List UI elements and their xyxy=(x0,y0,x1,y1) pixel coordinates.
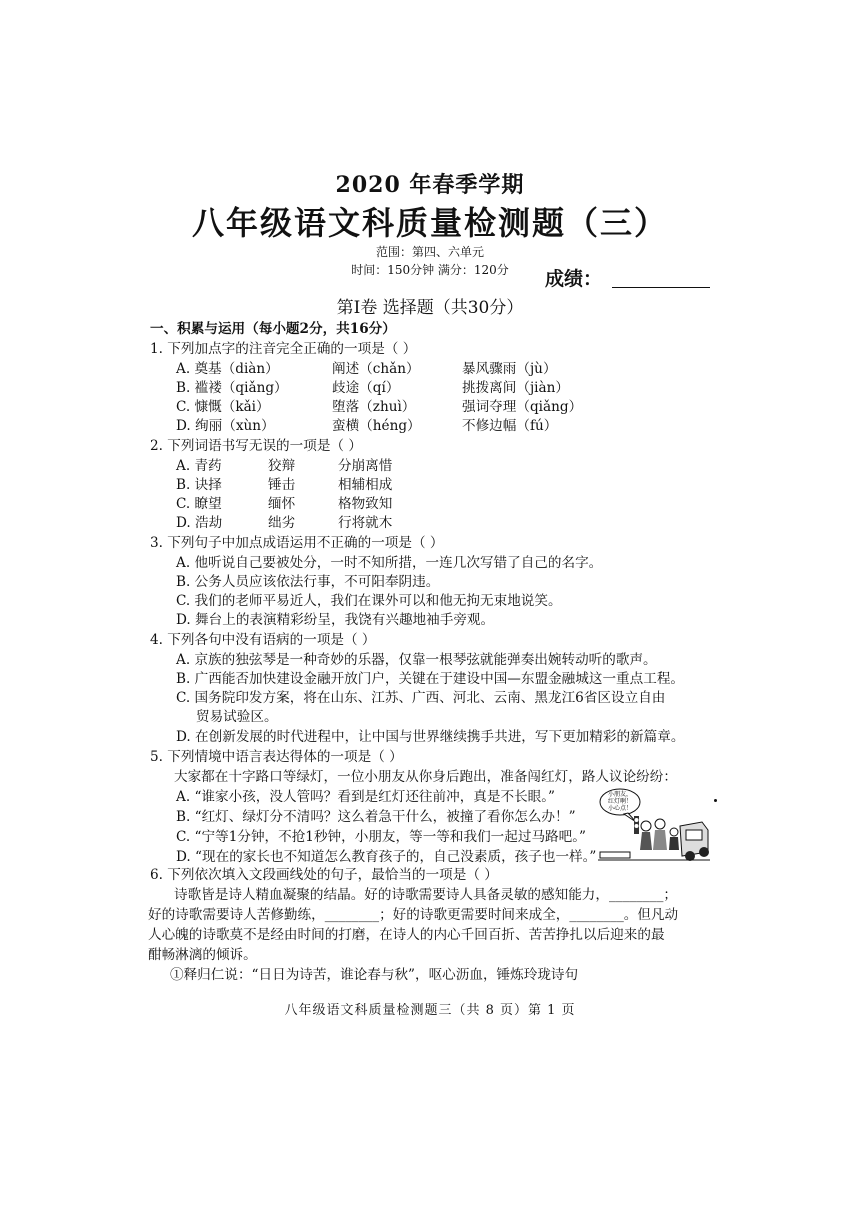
exam-range: 范围：第四、六单元 xyxy=(375,245,484,259)
q1-option: 挑拨离间（jiàn） xyxy=(462,380,569,396)
q4-option: B. 广西能否加快建设金融开放门户，关键在于建设中国—东盟金融城这一重点工程。 xyxy=(176,671,685,687)
q2-option: 狡辩 xyxy=(268,458,296,474)
q1-option: D. 绚丽（xùn） xyxy=(176,418,275,434)
q4-option: D. 在创新发展的时代进程中，让中国与世界继续携手共进，写下更加精彩的新篇章。 xyxy=(176,729,685,745)
q6-passage-line: 酣畅淋漓的倾诉。 xyxy=(148,947,257,963)
q1-option: 蛮横（héng） xyxy=(332,418,421,434)
q1-option: 堕落（zhuì） xyxy=(332,399,416,415)
score-field xyxy=(545,264,710,291)
q6-item: ①释归仁说：“日日为诗苦，谁论春与秋”，呕心沥血，锤炼玲珑诗句 xyxy=(170,967,579,983)
q3-option: A. 他听说自己要被处分，一时不知所措，一连几次写错了自己的名字。 xyxy=(176,555,603,571)
svg-text:红灯啊！: 红灯啊！ xyxy=(607,798,633,805)
q3-option: D. 舞台上的表演精彩纷呈，我饶有兴趣地袖手旁观。 xyxy=(176,612,495,628)
q5-context: 大家都在十字路口等绿灯，一位小朋友从你身后跑出，准备闯红灯，路人议论纷纷： xyxy=(174,769,677,785)
q5-option: A. “谁家小孩，没人管吗？看到是红灯还往前冲，真是不长眼。” xyxy=(176,789,555,805)
exam-main-title: 八年级语文科质量检测题（三） xyxy=(191,204,668,242)
q2-stem: 2. 下列词语书写无误的一项是（ ） xyxy=(150,438,362,454)
q2-option: 分崩离惜 xyxy=(338,458,393,474)
q1-option: A. 奠基（diàn） xyxy=(176,361,279,377)
score-blank-line xyxy=(612,273,710,288)
q2-option: 相辅相成 xyxy=(338,477,393,493)
q2-option: 缅怀 xyxy=(268,496,296,512)
q4-stem: 4. 下列各句中没有语病的一项是（ ） xyxy=(150,632,376,648)
q5-option: C. “宁等1分钟，不抢1秒钟，小朋友，等一等和我们一起过马路吧。” xyxy=(176,829,586,845)
page-footer: 八年级语文科质量检测题三（共 8 页）第 1 页 xyxy=(284,1003,576,1018)
q1-option: C. 慷慨（kǎi） xyxy=(176,399,270,415)
q2-option: 行将就木 xyxy=(338,515,393,531)
exam-term-title: 2020 年春季学期 xyxy=(335,172,525,198)
q1-option: 强词夺理（qiǎng） xyxy=(462,399,583,415)
q1-stem: 1. 下列加点字的注音完全正确的一项是（ ） xyxy=(150,341,417,357)
q6-passage-line: 人心魄的诗歌莫不是经由时间的打磨，在诗人的内心千回百折、苦苦挣扎以后迎来的最 xyxy=(148,927,665,943)
q1-option: 不修边幅（fú） xyxy=(462,418,558,434)
q1-option: 阐述（chǎn） xyxy=(332,361,420,377)
q2-option: B. 诀择 xyxy=(176,477,222,493)
q5-stem: 5. 下列情境中语言表达得体的一项是（ ） xyxy=(150,749,403,765)
q6-passage-line: 好的诗歌需要诗人苦修勤练，________；好的诗歌更需要时间来成全，________。但凡动 xyxy=(148,907,679,923)
q2-option: 格物致知 xyxy=(338,496,393,512)
q2-option: 绌劣 xyxy=(268,515,296,531)
svg-text:小心点！: 小心点！ xyxy=(607,805,633,812)
exam-time-score: 时间：150分钟 满分：120分 xyxy=(351,263,509,277)
traffic-cartoon-illustration xyxy=(598,786,710,866)
scan-speck xyxy=(714,799,717,802)
q2-option: A. 青药 xyxy=(176,458,222,474)
q1-option: 暴风骤雨（jù） xyxy=(462,361,557,377)
q6-passage-line: 诗歌皆是诗人精血凝聚的结晶。好的诗歌需要诗人具备灵敏的感知能力，________； xyxy=(174,887,677,903)
section-title: 第Ⅰ卷 选择题（共30分） xyxy=(336,298,524,318)
q1-option: B. 褴褛（qiǎng） xyxy=(176,380,288,396)
q5-option: B. “红灯、绿灯分不清吗？这么着急干什么，被撞了看你怎么办！” xyxy=(176,809,576,825)
q3-option: C. 我们的老师平易近人，我们在课外可以和他无拘无束地说笑。 xyxy=(176,593,562,609)
q4-option: A. 京族的独弦琴是一种奇妙的乐器，仅靠一根琴弦就能弹奏出婉转动听的歌声。 xyxy=(176,652,657,668)
q2-option: C. 瞭望 xyxy=(176,496,222,512)
q3-stem: 3. 下列句子中加点成语运用不正确的一项是（ ） xyxy=(150,535,444,551)
q4-option: C. 国务院印发方案，将在山东、江苏、广西、河北、云南、黑龙江6省区设立自由 xyxy=(176,690,666,706)
q2-option: D. 浩劫 xyxy=(176,515,223,531)
score-label: 成绩： xyxy=(545,268,603,290)
q5-option: D. “现在的家长也不知道怎么教育孩子的，自己没素质，孩子也一样。” xyxy=(176,849,597,865)
q1-option: 歧途（qí） xyxy=(332,380,400,396)
part-heading: 一、积累与运用（每小题2分，共16分） xyxy=(150,321,396,337)
q6-stem: 6. 下列依次填入文段画线处的句子，最恰当的一项是（ ） xyxy=(150,867,498,883)
q4-option-continuation: 贸易试验区。 xyxy=(196,709,278,725)
q3-option: B. 公务人员应该依法行事，不可阳奉阴违。 xyxy=(176,574,440,590)
cartoon-speech-text: 小朋友， xyxy=(607,791,633,798)
q2-option: 锤击 xyxy=(268,477,296,493)
